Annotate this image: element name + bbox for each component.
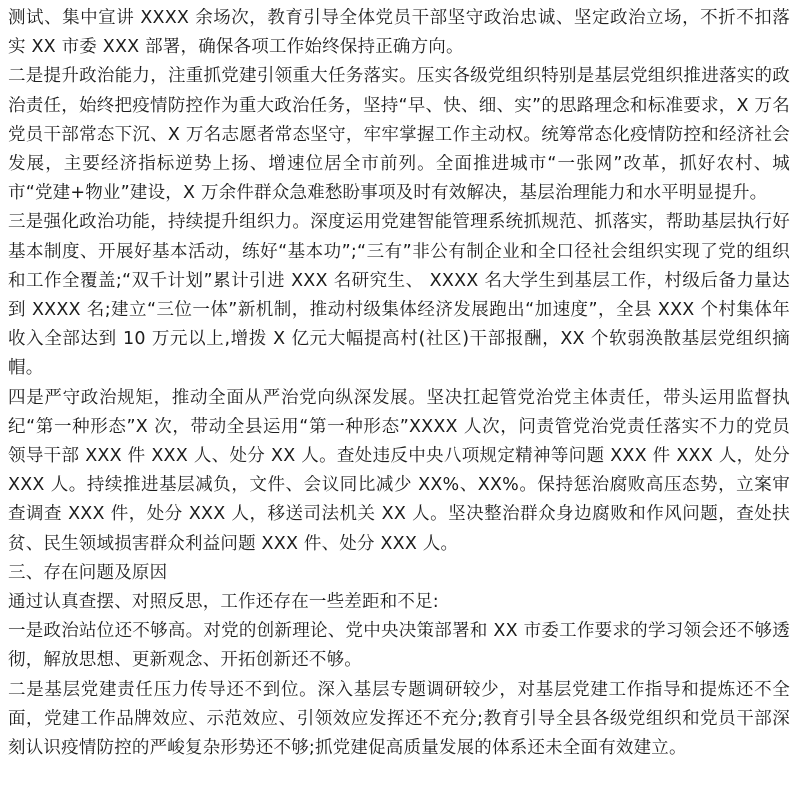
section-heading-problems: 三、存在问题及原因 <box>8 562 168 583</box>
paragraph-political-rules: 四是严守政治规矩，推动全面从严治党向纵深发展。坚决扛起管党治党主体责任，带头运用监督执纪“第一种形态”X 次，带动全县运用“第一种形态”XXXX 人次，问责管党治党责任落实不力的党员领导干部 XXX 件 XXX 人、处分 XX 人。查处违反中央八项规定精神等问题 XXX 件 XXX 人，处分 XXX 人。持续推进基层减负，文件、会议同比减少 XX%、XX%。保持惩治腐败高压态势，立案审查调查 XXX 件，处分 XXX 人，移送司法机关 XX 人。坚决整治群众身边腐败和作风问题，查处扶贫、民生领域损害群众利益问题 XXX 件、处分 XXX 人。 <box>8 387 790 554</box>
paragraph-problem-one: 一是政治站位还不够高。对党的创新理论、党中央决策部署和 XX 市委工作要求的学习领会还不够透彻，解放思想、更新观念、开拓创新还不够。 <box>8 621 790 671</box>
paragraph-problem-two: 二是基层党建责任压力传导还不到位。深入基层专题调研较少，对基层党建工作指导和提炼还不全面，党建工作品牌效应、示范效应、引领效应发挥还不充分;教育引导全县各级党组织和党员干部深刻认识疫情防控的严峻复杂形势还不够;抓党建促高质量发展的体系还未全面有效建立。 <box>8 679 790 759</box>
paragraph-political-ability: 二是提升政治能力，注重抓党建引领重大任务落实。压实各级党组织特别是基层党组织推进落实的政治责任，始终把疫情防控作为重大政治任务，坚持“早、快、细、实”的思路理念和标准要求，X 万名党员干部常态下沉、X 万名志愿者常态坚守，牢牢掌握工作主动权。统筹常态化疫情防控和经济社会发展，主要经济指标逆势上扬、增速位居全市前列。全面推进城市“一张网”改革，抓好农村、城市“党建+物业”建设，X 万余件群众急难愁盼事项及时有效解决，基层治理能力和水平明显提升。 <box>8 66 790 204</box>
paragraph-political-function: 三是强化政治功能，持续提升组织力。深度运用党建智能管理系统抓规范、抓落实，帮助基层执行好基本制度、开展好基本活动，练好“基本功”;“三有”非公有制企业和全口径社会组织实现了党的组织和工作全覆盖;“双千计划”累计引进 XXX 名研究生、 XXXX 名大学生到基层工作，村级后备力量达到 XXXX 名;建立“三位一体”新机制，推动村级集体经济发展跑出“加速度”，全县 XXX 个村集体年收入全部达到 10 万元以上,增拨 X 亿元大幅提高村(社区)干部报酬，XX 个软弱涣散基层党组织摘帽。 <box>8 212 790 379</box>
document-body <box>8 4 790 763</box>
paragraph-intro-problems: 通过认真查摆、对照反思，工作还存在一些差距和不足: <box>8 592 439 613</box>
paragraph-continuation: 测试、集中宣讲 XXXX 余场次，教育引导全体党员干部坚守政治忠诚、坚定政治立场，不折不扣落实 XX 市委 XXX 部署，确保各项工作始终保持正确方向。 <box>8 8 790 58</box>
